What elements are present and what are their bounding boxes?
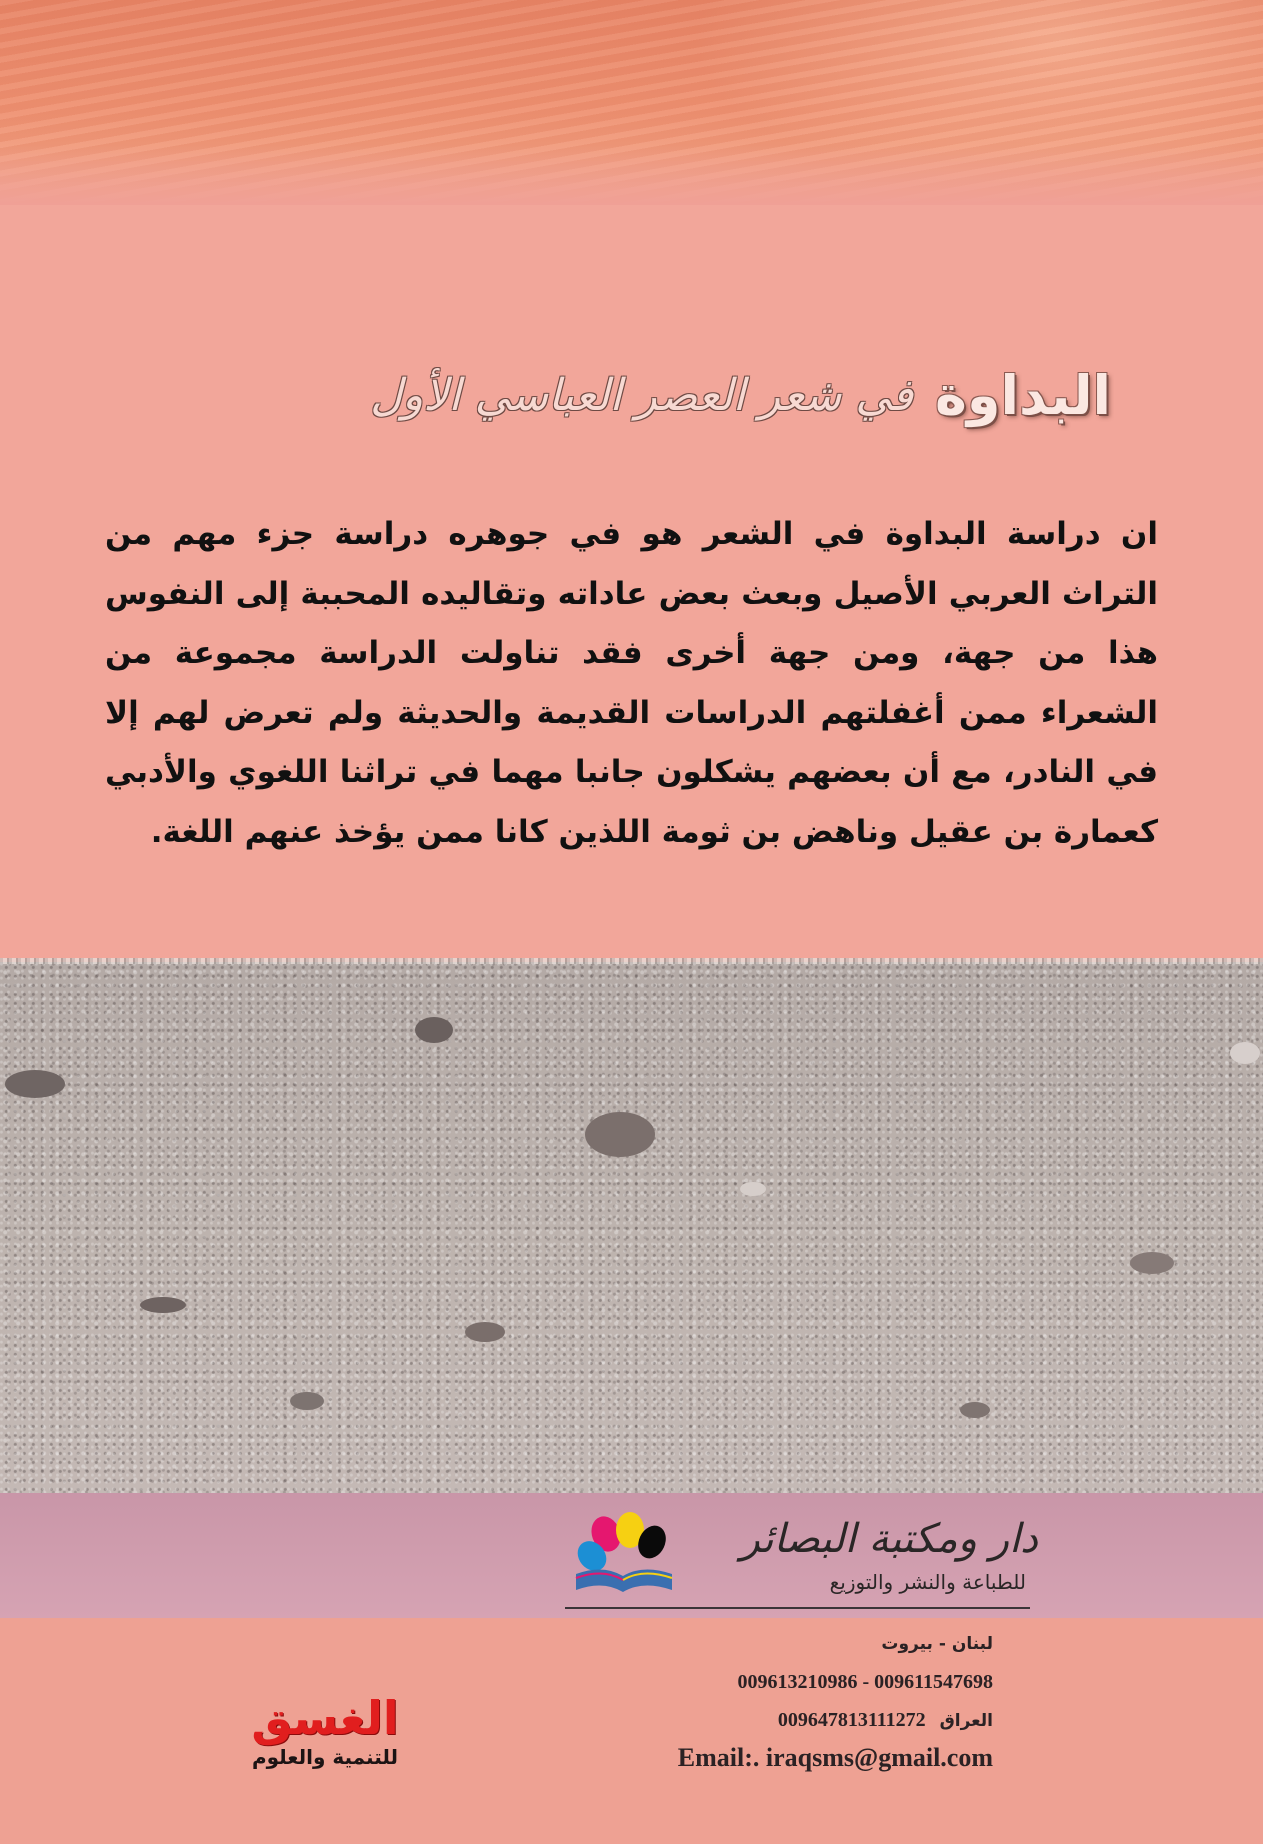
alghasaq-logo	[240, 1692, 410, 1792]
sand-dune-photo	[0, 0, 1263, 205]
publisher-logo	[568, 1512, 1038, 1612]
brand-subtitle: للتنمية والعلوم	[251, 1745, 399, 1769]
stone	[960, 1402, 990, 1418]
stone	[140, 1297, 186, 1313]
brand-name: الغسق	[251, 1691, 399, 1745]
iraq-phone: 009647813111272	[777, 1709, 926, 1731]
email-row	[473, 1739, 993, 1777]
stone	[1230, 1042, 1260, 1064]
publisher-subtitle: للطباعة والنشر والتوزيع	[829, 1570, 1026, 1594]
stone	[415, 1017, 453, 1043]
publisher-underline	[565, 1607, 1030, 1609]
title-main: البداوة	[935, 363, 1111, 427]
stone	[740, 1182, 766, 1196]
publisher-name: دار ومكتبة البصائر	[740, 1516, 1038, 1562]
location-text: لبنان - بيروت	[881, 1634, 993, 1654]
stone	[465, 1322, 505, 1342]
rocky-ground-photo	[0, 962, 1263, 1497]
stone	[290, 1392, 324, 1410]
contact-info	[473, 1625, 993, 1777]
book-petals-icon	[568, 1512, 678, 1602]
lebanon-phones-value: 009613210986 - 009611547698	[737, 1671, 993, 1693]
book-title	[211, 355, 1111, 435]
stone	[1130, 1252, 1174, 1274]
iraq-phone-row	[473, 1701, 993, 1739]
email-address[interactable]: Email:. iraqsms@gmail.com	[677, 1743, 993, 1772]
blurb-text: ان دراسة البداوة في الشعر هو في جوهره دراسة جزء مهم من التراث العربي الأصيل وبعث بعض عاداته وتقاليده المحببة إلى النفوس هذا من جهة، ومن جهة أخرى فقد تناولت الدراسة مجموعة من الشعراء ممن أغفلتهم الدراسات القديمة والحديثة ولم تعرض لهم إلا في النادر، مع أن بعضهم يشكلون جانبا مهما في تراثنا اللغوي والأدبي كعمارة بن عقيل وناهض بن ثومة اللذين كانا ممن يؤخذ عنهم اللغة.	[105, 516, 1158, 850]
photo-fade	[0, 145, 1263, 205]
divider-line	[0, 958, 1263, 964]
stone	[585, 1112, 655, 1157]
iraq-label: العراق	[939, 1711, 993, 1731]
lebanon-phones	[473, 1663, 993, 1701]
stone	[5, 1070, 65, 1098]
title-subtitle: في شعر العصر العباسي الأول	[370, 369, 914, 421]
